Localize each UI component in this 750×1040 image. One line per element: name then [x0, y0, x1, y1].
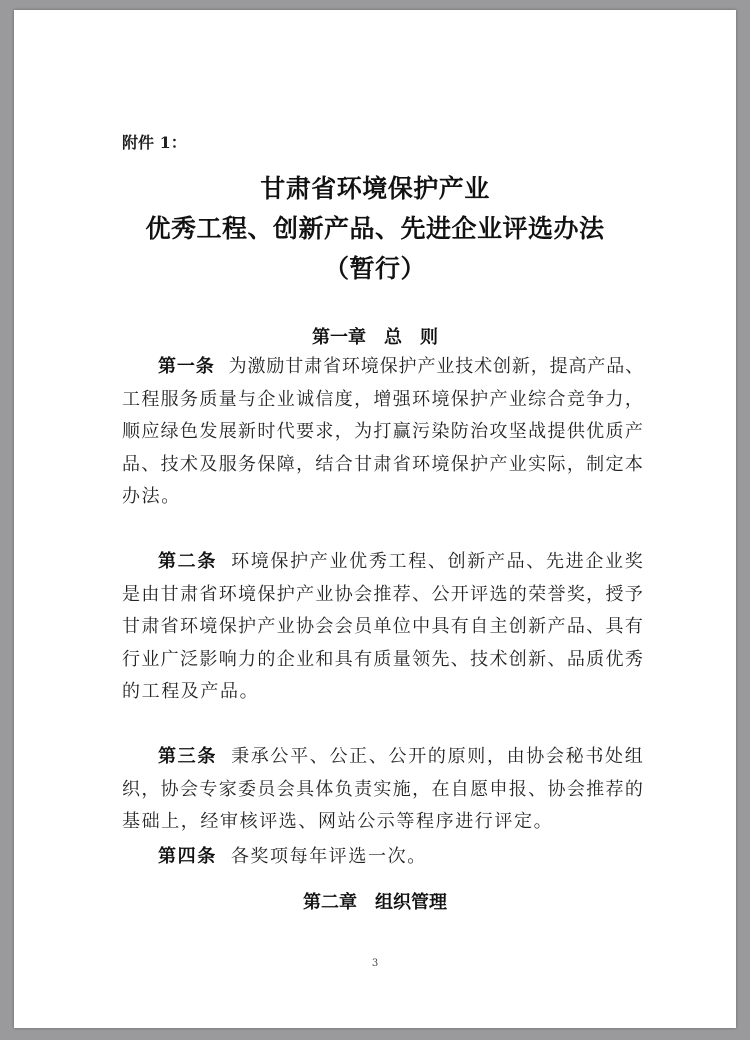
article-2 — [122, 546, 644, 709]
article-4 — [122, 841, 644, 874]
article-label: 第一条 — [158, 356, 215, 377]
attachment-label: 附件 1： — [122, 133, 187, 152]
page-number: 3 — [371, 958, 379, 969]
article-line — [122, 841, 644, 874]
article-line: 品、技术及服务保障，结合甘肃省环境保护产业实际，制定本 — [122, 453, 645, 475]
article-line — [122, 546, 644, 579]
article-line: 办法。 — [122, 486, 181, 507]
article-line: 甘肃省环境保护产业协会会员单位中具有自主创新产品、具有 — [122, 616, 645, 637]
article-line — [122, 741, 644, 774]
article-line: 是由甘肃省环境保护产业协会推荐、公开评选的荣誉奖，授予 — [122, 583, 645, 605]
chapter-1-heading: 第一章 总 则 — [312, 327, 438, 348]
article-text: 秉承公平、公正、公开的原则，由协会秘书处组 — [231, 746, 645, 767]
article-3 — [122, 741, 644, 839]
article-label: 第二条 — [158, 551, 218, 572]
title-line-1: 甘肃省环境保护产业 — [260, 174, 490, 203]
article-text: 环境保护产业优秀工程、创新产品、先进企业奖 — [231, 551, 645, 572]
article-label: 第四条 — [158, 846, 217, 867]
article-1 — [122, 351, 644, 514]
document-page — [14, 10, 736, 1028]
article-line: 顺应绿色发展新时代要求，为打赢污染防治攻坚战提供优质产 — [122, 421, 645, 442]
article-line: 织，协会专家委员会具体负责实施，在自愿申报、协会推荐的 — [122, 778, 645, 800]
article-line: 的工程及产品。 — [122, 681, 260, 702]
article-line: 基础上，经审核评选、网站公示等程序进行评定。 — [122, 811, 554, 832]
title-line-3: （暂行） — [323, 254, 426, 283]
article-text: 为激励甘肃省环境保护产业技术创新，提高产品、 — [228, 356, 644, 377]
title-line-2: 优秀工程、创新产品、先进企业评选办法 — [145, 214, 605, 243]
article-line: 工程服务质量与企业诚信度，增强环境保护产业综合竞争力， — [122, 388, 645, 410]
article-label: 第三条 — [158, 746, 218, 767]
chapter-2-heading: 第二章 组织管理 — [303, 892, 447, 913]
article-line: 行业广泛影响力的企业和具有质量领先、技术创新、品质优秀 — [122, 648, 645, 670]
article-text: 各奖项每年评选一次。 — [230, 846, 427, 867]
article-line — [122, 351, 644, 384]
